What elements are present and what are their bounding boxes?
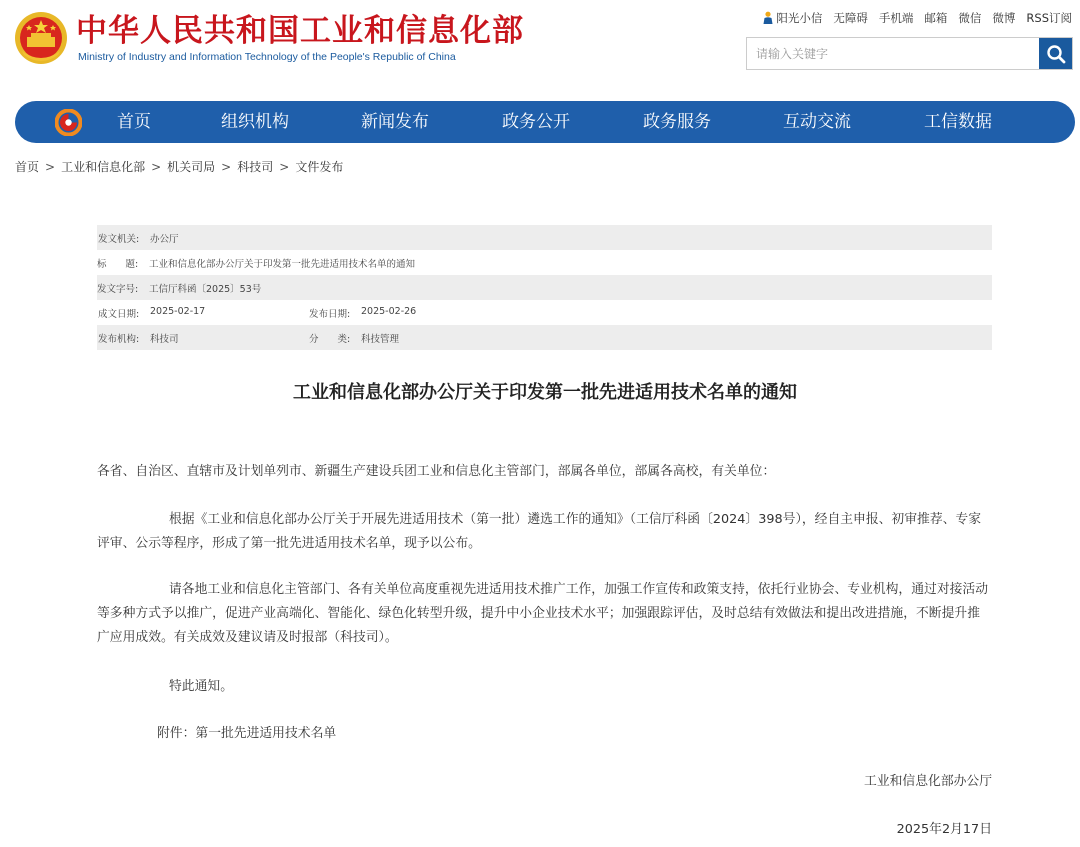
nav-interaction[interactable]: 互动交流 [783,112,851,132]
meta-label: 分 类: [309,333,351,345]
meta-title: 工业和信息化部办公厅关于印发第一批先进适用技术名单的通知 [149,258,416,270]
toplink-mail[interactable]: 邮箱 [924,11,948,25]
meta-label: 成文日期: [98,308,140,320]
toplink-label: 阳光小信 [776,11,823,25]
nav-news[interactable]: 新闻发布 [361,112,429,132]
meta-published-date: 2025-02-26 [361,305,417,317]
meta-category: 科技管理 [361,333,400,345]
toplink-weibo[interactable]: 微博 [992,11,1016,25]
article-signer: 工业和信息化部办公厅 [864,774,992,789]
search-button[interactable] [1039,38,1072,69]
miit-logo-icon[interactable] [55,109,82,136]
breadcrumb-separator: > [279,160,290,174]
attachment-link[interactable]: 附件：第一批先进适用技术名单 [157,726,337,741]
breadcrumb-home[interactable]: 首页 [15,160,40,174]
toplink-sunshine[interactable] [762,10,822,26]
meta-row-issuer [97,225,992,250]
nav-services[interactable]: 政务服务 [643,112,711,132]
article-date: 2025年2月17日 [896,822,992,837]
breadcrumb-separator: > [45,160,56,174]
meta-label: 发布日期: [309,308,351,320]
toplink-wechat[interactable]: 微信 [958,11,982,25]
toplink-accessibility[interactable]: 无障碍 [833,11,868,25]
meta-issuer: 办公厅 [150,233,179,245]
national-emblem-icon[interactable] [14,11,68,65]
meta-label: 发文字号: [97,283,139,295]
meta-docno: 工信厅科函〔2025〕53号 [149,283,262,295]
article-paragraph-1: 根据《工业和信息化部办公厅关于开展先进适用技术（第一批）遴选工作的通知》（工信厅科函〔2024〕398号），经自主申报、初审推荐、专家评审、公示等程序，形成了第一批先进适用技术名单，现予以公布。 [97,512,982,551]
breadcrumb-sci-tech[interactable]: 科技司 [237,160,274,174]
article-closing: 特此通知。 [169,679,233,694]
search-icon [1046,44,1066,64]
meta-label: 发布机构: [98,333,140,345]
breadcrumb-documents[interactable]: 文件发布 [295,160,344,174]
breadcrumb-separator: > [151,160,162,174]
meta-row-title [97,250,992,275]
breadcrumb-ministry[interactable]: 工业和信息化部 [61,160,146,174]
breadcrumb-separator: > [221,160,232,174]
main-nav [15,101,1075,143]
search-box [746,37,1073,70]
search-input[interactable] [747,38,1039,69]
breadcrumb-departments[interactable]: 机关司局 [167,160,216,174]
nav-organization[interactable]: 组织机构 [221,112,289,132]
meta-org: 科技司 [150,333,179,345]
meta-row-org [97,325,992,350]
toplink-mobile[interactable]: 手机端 [878,11,914,25]
site-title-english[interactable]: Ministry of Industry and Information Technology of the People's Republic of China [78,51,456,63]
meta-label: 发文机关: [98,233,140,245]
meta-label: 标 题: [97,258,139,270]
article-paragraph-2: 请各地工业和信息化主管部门、各有关单位高度重视先进适用技术推广工作，加强工作宣传和政策支持，依托行业协会、专业机构，通过对接活动等多种方式予以推广，促进产业高端化、智能化、绿色化转型升级，提升中小企业技术水平；加强跟踪评估，及时总结有效做法和提出改进措施，不断提升推广应用成效。有关成效及建议请及时报部（科技司）。 [97,582,988,645]
meta-row-docno [97,275,992,300]
nav-home[interactable]: 首页 [117,112,151,132]
toplink-rss[interactable]: RSS订阅 [1026,11,1072,25]
article-addressee: 各省、自治区、直辖市及计划单列市、新疆生产建设兵团工业和信息化主管部门，部属各单位，部属各高校，有关单位： [97,464,776,479]
breadcrumb [15,158,343,175]
nav-data[interactable]: 工信数据 [924,112,992,132]
document-meta [97,225,992,350]
top-links [762,10,1072,26]
meta-row-dates [97,300,992,325]
site-title[interactable]: 中华人民共和国工业和信息化部 [76,13,524,49]
meta-written-date: 2025-02-17 [150,305,206,317]
article-title: 工业和信息化部办公厅关于印发第一批先进适用技术名单的通知 [293,382,797,403]
nav-public-affairs[interactable]: 政务公开 [502,112,570,132]
person-icon [762,11,774,24]
